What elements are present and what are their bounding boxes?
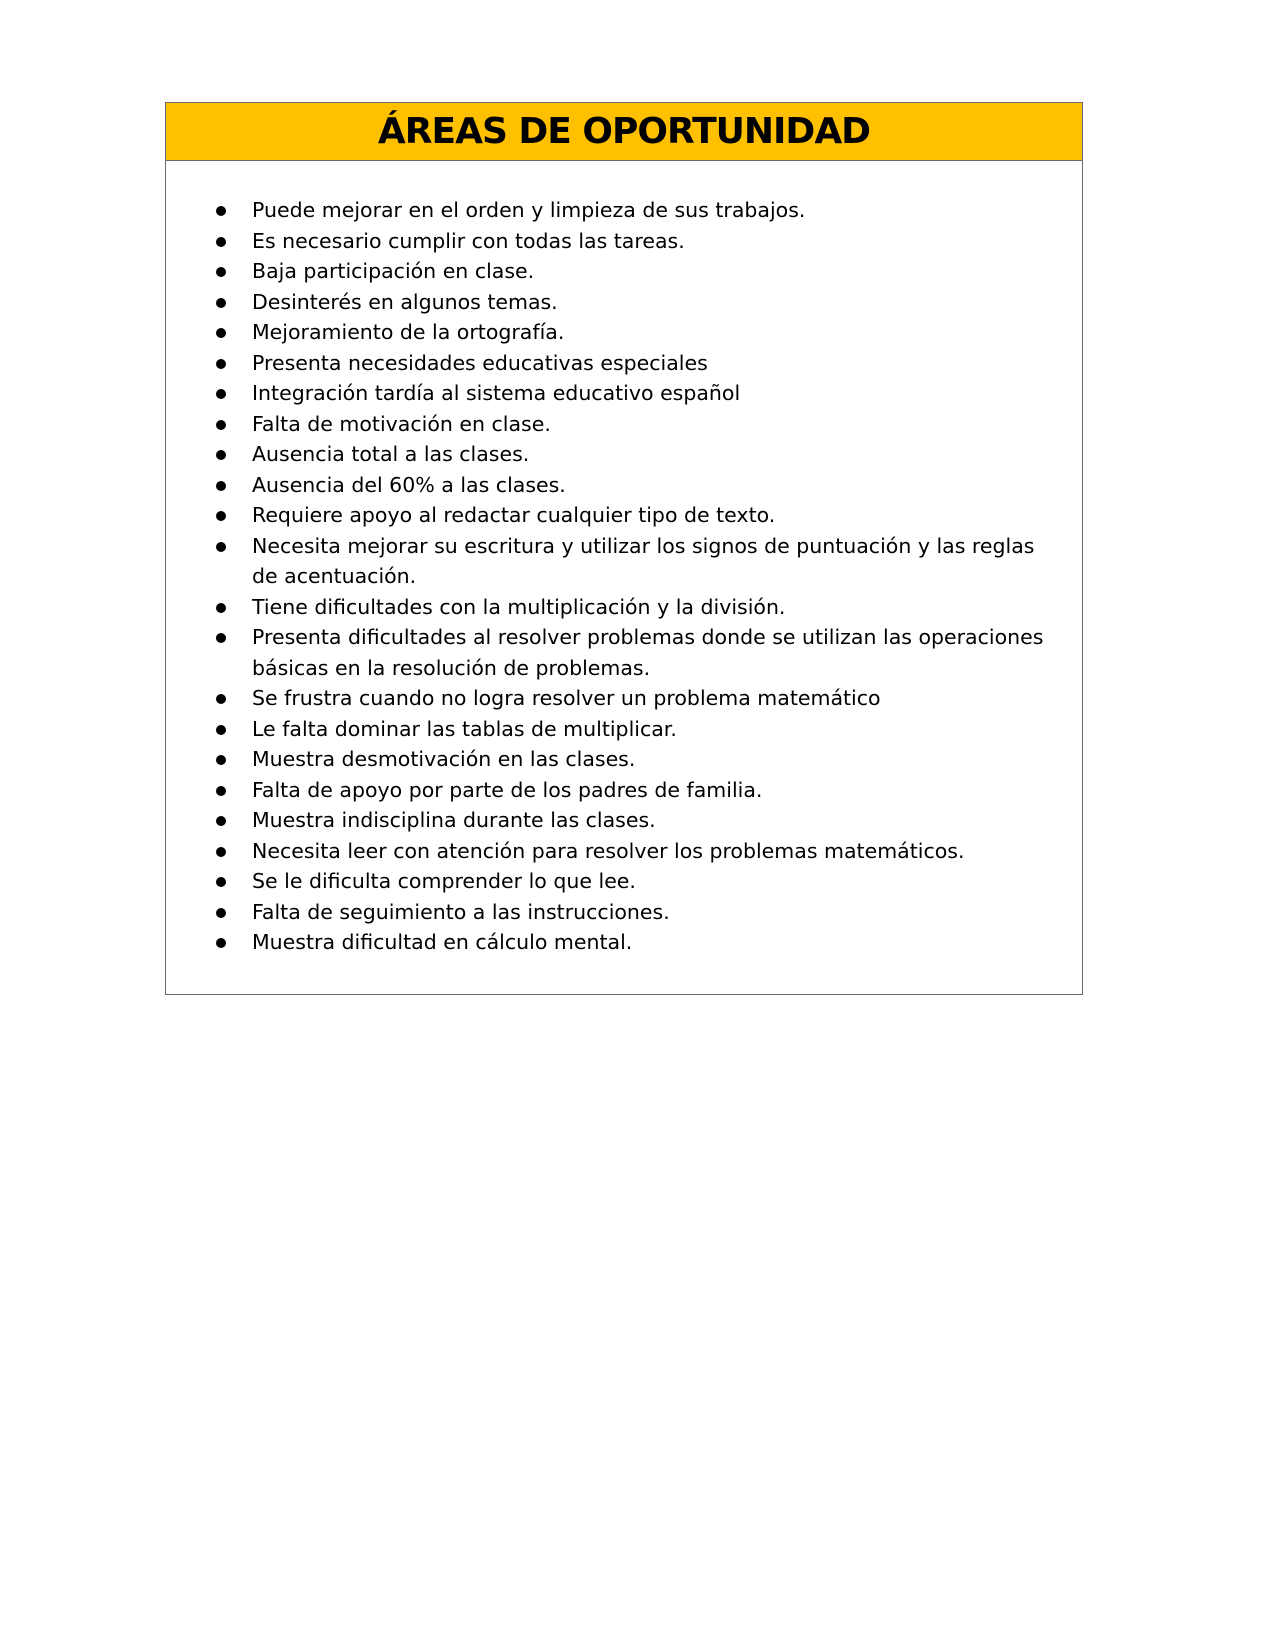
list-item-text: Es necesario cumplir con todas las tareas.	[252, 228, 685, 253]
bullet-icon	[216, 755, 226, 765]
bullet-icon	[216, 542, 226, 552]
list-item	[166, 348, 1052, 379]
list-item	[166, 409, 1052, 440]
list-item-text: Ausencia total a las clases.	[252, 442, 530, 466]
list-item-text: Le falta dominar las tablas de multiplicar.	[252, 716, 677, 741]
section-header	[166, 103, 1082, 161]
list-item	[166, 256, 1052, 287]
bullet-icon	[216, 237, 226, 247]
list-item	[166, 805, 1052, 836]
bullet-icon	[216, 908, 226, 918]
list-item-text: Falta de motivación en clase.	[252, 411, 551, 436]
bullet-icon	[216, 328, 226, 338]
list-item-text: Falta de seguimiento a las instrucciones.	[252, 899, 670, 924]
list-item-text: Presenta necesidades educativas especiales	[252, 350, 708, 375]
list-item	[166, 195, 1052, 226]
bullet-icon	[216, 450, 226, 460]
list-item-text: Muestra dificultad en cálculo mental.	[252, 930, 633, 954]
bullet-icon	[216, 938, 226, 948]
list-item-text: Baja participación en clase.	[252, 259, 535, 283]
list-item-text: Integración tardía al sistema educativo español	[252, 381, 741, 405]
list-item-text: Ausencia del 60% a las clases.	[252, 472, 566, 497]
bullet-icon	[216, 389, 226, 399]
list-item-text: Requiere apoyo al redactar cualquier tipo de texto.	[252, 503, 776, 527]
list-item-text: Puede mejorar en el orden y limpieza de sus trabajos.	[252, 198, 806, 222]
list-item	[166, 775, 1052, 806]
bullet-icon	[216, 206, 226, 216]
bullet-icon	[216, 420, 226, 430]
bullet-icon	[216, 603, 226, 613]
list-item	[166, 317, 1052, 348]
list-item-text: Falta de apoyo por parte de los padres de familia.	[252, 777, 763, 802]
list-item-text: Tiene dificultades con la multiplicación y la división.	[252, 594, 786, 619]
list-item	[166, 592, 1052, 623]
section-title: ÁREAS DE OPORTUNIDAD	[377, 110, 871, 152]
bullet-icon	[216, 786, 226, 796]
list-item-text: Muestra desmotivación en las clases.	[252, 747, 636, 771]
bullet-icon	[216, 481, 226, 491]
bullet-icon	[216, 816, 226, 826]
list-item	[166, 897, 1052, 928]
list-item	[166, 866, 1052, 897]
list-item	[166, 744, 1052, 775]
bullet-icon	[216, 725, 226, 735]
list-item	[166, 927, 1052, 958]
list-item	[166, 470, 1052, 501]
list-item-text: Muestra indisciplina durante las clases.	[252, 808, 656, 832]
list-item	[166, 500, 1052, 531]
list-item-text: Se le dificulta comprender lo que lee.	[252, 869, 636, 893]
list-item-text: Presenta dificultades al resolver problemas donde se utilizan las operaciones básicas en la resolución de problemas.	[252, 625, 1044, 680]
list-item	[166, 714, 1052, 745]
list-item	[166, 439, 1052, 470]
list-item	[166, 836, 1052, 867]
list-item	[166, 287, 1052, 318]
list-item	[166, 531, 1052, 592]
opportunity-areas-box	[165, 102, 1083, 995]
list-item	[166, 378, 1052, 409]
list-item	[166, 226, 1052, 257]
list-item-text: Se frustra cuando no logra resolver un problema matemático	[252, 686, 881, 710]
list-item-text: Necesita leer con atención para resolver los problemas matemáticos.	[252, 838, 965, 863]
opportunity-list	[166, 161, 1082, 958]
bullet-icon	[216, 847, 226, 857]
bullet-icon	[216, 267, 226, 277]
list-item-text: Desinterés en algunos temas.	[252, 289, 558, 314]
bullet-icon	[216, 511, 226, 521]
bullet-icon	[216, 298, 226, 308]
bullet-icon	[216, 633, 226, 643]
list-item	[166, 683, 1052, 714]
list-item-text: Mejoramiento de la ortografía.	[252, 320, 565, 344]
bullet-icon	[216, 694, 226, 704]
bullet-icon	[216, 359, 226, 369]
list-item-text: Necesita mejorar su escritura y utilizar los signos de puntuación y las reglas de acentuación.	[252, 533, 1035, 588]
bullet-icon	[216, 877, 226, 887]
list-item	[166, 622, 1052, 683]
